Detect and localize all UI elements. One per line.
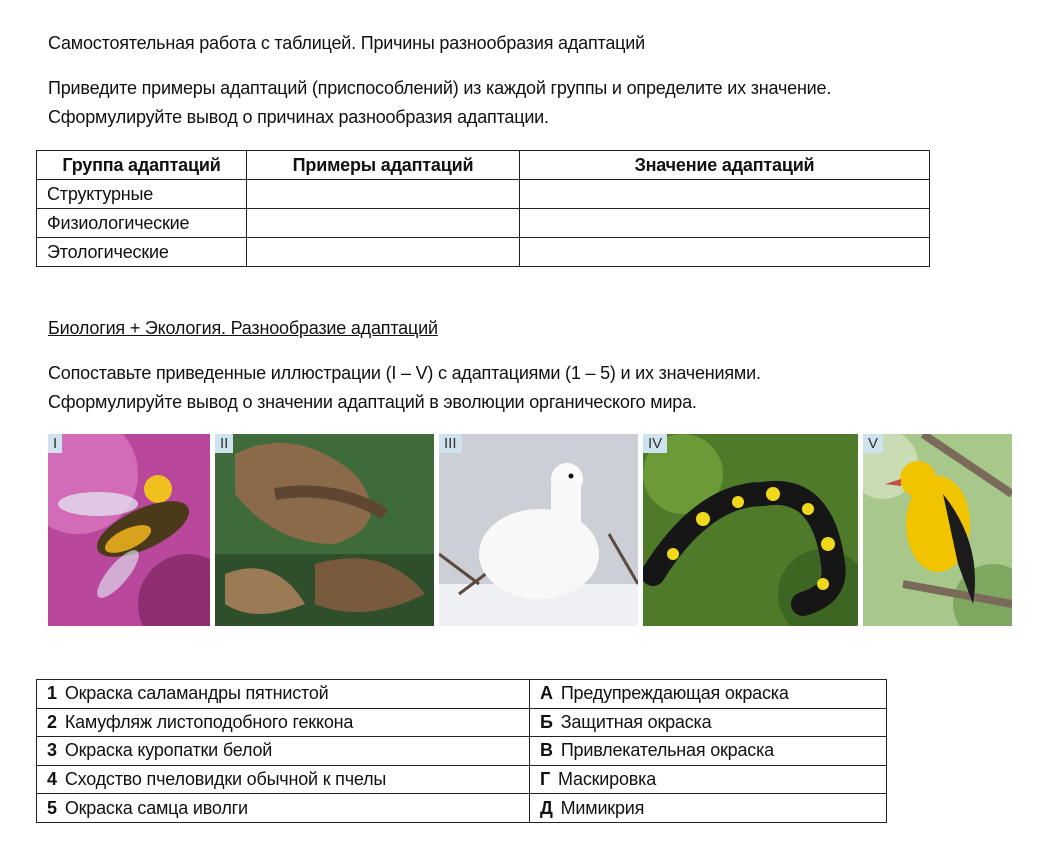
image-label: IV	[643, 434, 667, 453]
meaning-cell[interactable]	[520, 238, 930, 267]
item-text: Мимикрия	[560, 797, 645, 818]
meaning-cell	[530, 765, 887, 794]
examples-cell[interactable]	[247, 209, 520, 238]
image-fire-salamander	[643, 434, 858, 626]
item-number: 2	[47, 711, 57, 732]
table-row	[37, 680, 887, 709]
meaning-cell	[530, 794, 887, 823]
table-row	[37, 765, 887, 794]
image-bee-fly-on-flower	[48, 434, 210, 626]
section-heading: Биология + Экология. Разнообразие адаптаций	[48, 318, 438, 338]
header-examples: Примеры адаптаций	[247, 151, 520, 180]
adaptation-cell	[37, 680, 530, 709]
task1-line1: Приведите примеры адаптаций (приспособлений) из каждой группы и определите их значение.	[48, 78, 832, 98]
task2-line1: Сопоставьте приведенные иллюстрации (I – V) с адаптациями (1 – 5) и их значениями.	[48, 363, 761, 383]
adaptation-groups-table	[36, 150, 930, 267]
item-number: 4	[47, 769, 57, 790]
image-label: I	[48, 434, 62, 453]
item-letter: Д	[540, 797, 553, 818]
item-number: 5	[47, 797, 57, 818]
image-label: V	[863, 434, 883, 453]
image-golden-oriole	[863, 434, 1012, 626]
item-letter: Б	[540, 711, 553, 732]
item-text: Предупреждающая окраска	[560, 683, 789, 704]
item-text: Привлекательная окраска	[560, 740, 774, 761]
item-text: Окраска самца иволги	[64, 797, 248, 818]
header-group: Группа адаптаций	[37, 151, 247, 180]
page-title: Самостоятельная работа с таблицей. Причины разнообразия адаптаций	[48, 33, 645, 53]
group-cell: Этологические	[37, 238, 247, 267]
table-row	[37, 238, 930, 267]
meaning-cell[interactable]	[520, 180, 930, 209]
item-letter: Г	[540, 769, 551, 790]
task1-line2: Сформулируйте вывод о причинах разнообразия адаптации.	[48, 107, 549, 127]
table-row	[37, 180, 930, 209]
table-row	[37, 209, 930, 238]
adaptation-cell	[37, 708, 530, 737]
examples-cell[interactable]	[247, 238, 520, 267]
group-cell: Структурные	[37, 180, 247, 209]
adaptation-cell	[37, 794, 530, 823]
table-row	[37, 737, 887, 766]
meaning-cell	[530, 737, 887, 766]
table-row	[37, 708, 887, 737]
table-row	[37, 794, 887, 823]
table-header-row	[37, 151, 930, 180]
task2-line2: Сформулируйте вывод о значении адаптаций в эволюции органического мира.	[48, 392, 697, 412]
group-cell: Физиологические	[37, 209, 247, 238]
item-number: 3	[47, 740, 57, 761]
item-text: Камуфляж листоподобного геккона	[64, 711, 354, 732]
matching-table	[36, 679, 887, 823]
item-text: Защитная окраска	[560, 711, 712, 732]
image-label: III	[439, 434, 462, 453]
header-meaning: Значение адаптаций	[520, 151, 930, 180]
adaptation-cell	[37, 737, 530, 766]
image-label: II	[215, 434, 233, 453]
item-letter: А	[540, 683, 553, 704]
item-text: Окраска саламандры пятнистой	[64, 683, 329, 704]
item-text: Маскировка	[558, 769, 657, 790]
image-white-ptarmigan	[439, 434, 638, 626]
image-leaf-tailed-gecko	[215, 434, 434, 626]
item-text: Сходство пчеловидки обычной к пчелы	[64, 769, 387, 790]
meaning-cell[interactable]	[520, 209, 930, 238]
examples-cell[interactable]	[247, 180, 520, 209]
item-letter: В	[540, 740, 553, 761]
meaning-cell	[530, 680, 887, 709]
item-number: 1	[47, 683, 57, 704]
meaning-cell	[530, 708, 887, 737]
item-text: Окраска куропатки белой	[64, 740, 273, 761]
adaptation-cell	[37, 765, 530, 794]
